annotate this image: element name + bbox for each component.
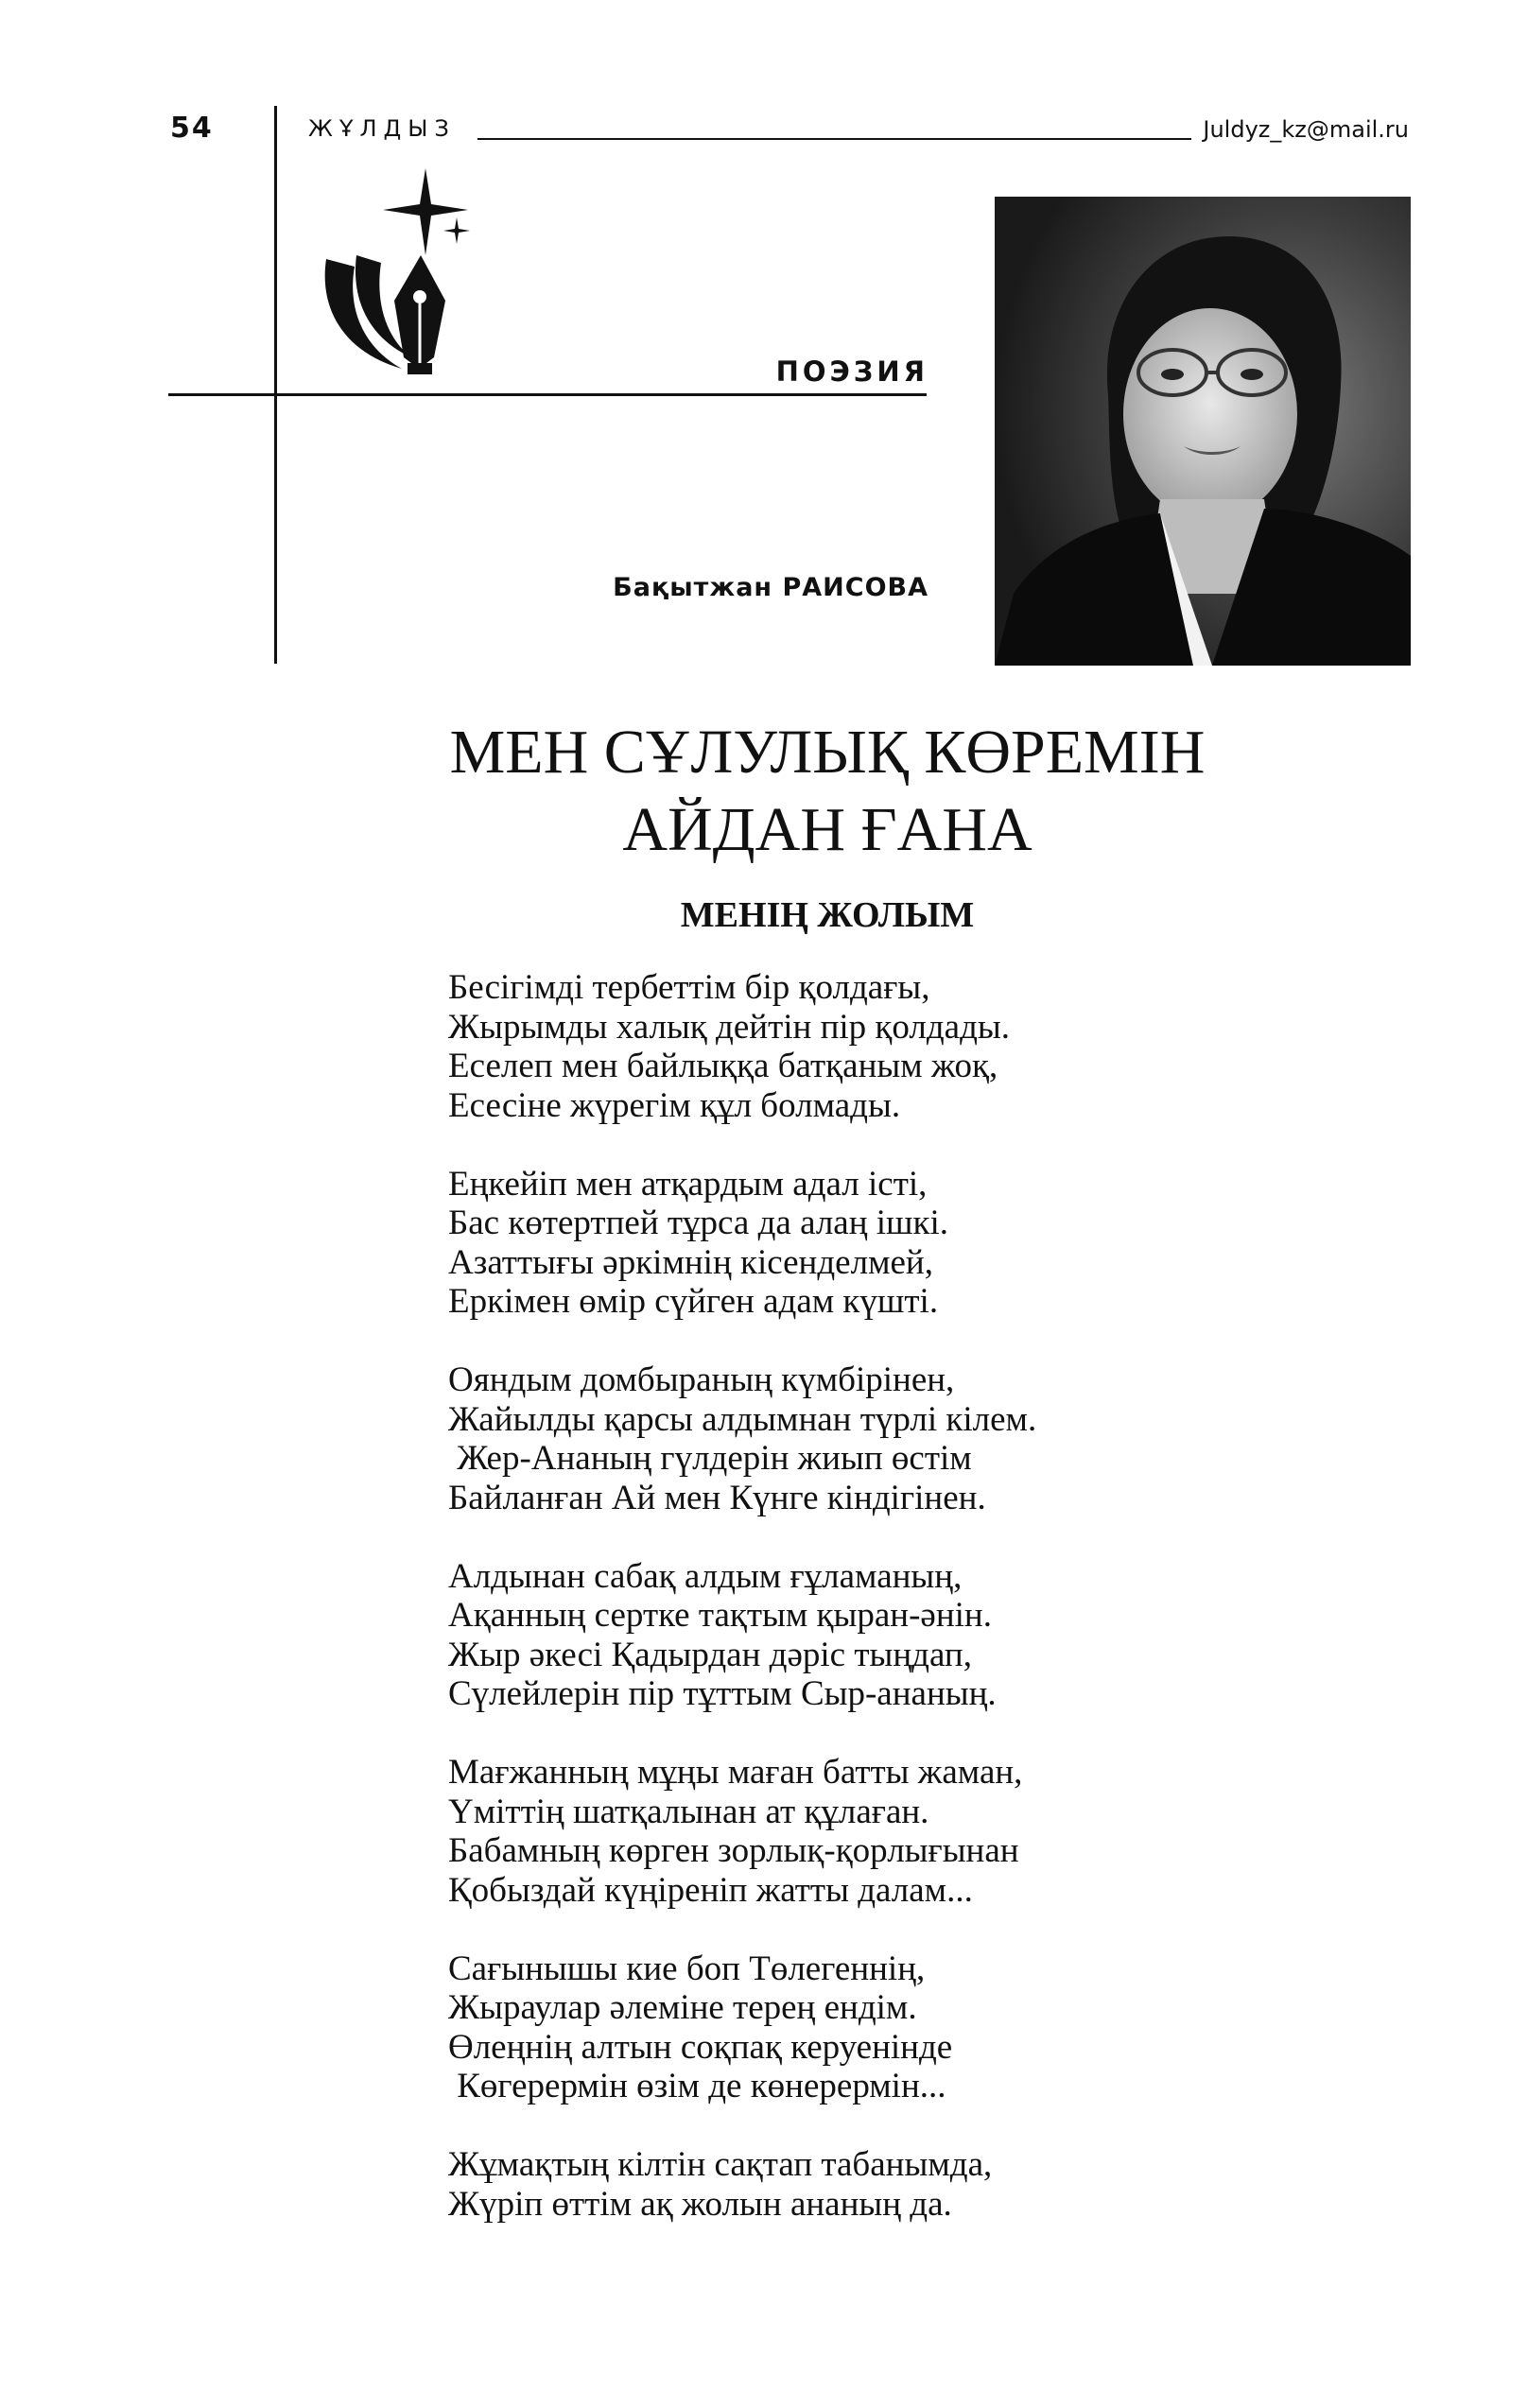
poem-line: Алдынан сабақ алдым ғұламаның, [448,1556,963,1596]
poem-line: Жүріп өттім ақ жолын ананың да. [448,2184,952,2224]
poem-line: Бабамның көрген зорлық-қорлығынан [448,1831,1019,1870]
poem-line: Ояндым домбыраның күмбірінен, [448,1360,955,1399]
poem-stanza [448,1360,1186,1517]
poem-line: Сүлейлерін пір тұттым Сыр-ананың. [448,1674,997,1713]
poem-line: Жер-Ананың гүлдерін жиып өстім [448,1439,972,1478]
journal-name: ЖҰЛДЫЗ [308,115,456,142]
poem-line: Өлеңнің алтын соқпақ керуенінде [448,2027,953,2067]
running-header [0,112,1527,149]
poem-stanza [448,1753,1186,1910]
poem-line: Есесіне жүрегім құл болмады. [448,1085,901,1125]
poem-stanza [448,968,1186,1125]
poem-body [448,968,1186,2224]
poem-line: Бесігімді тербеттім бір қолдағы, [448,968,930,1007]
page-number: 54 [170,112,214,145]
author-portrait [995,197,1411,666]
title-line-1: МЕН СҰЛУЛЫҚ КӨРЕМІН [449,718,1206,787]
journal-email: Juldyz_kz@mail.ru [1203,116,1409,143]
vertical-rule [274,106,277,664]
poem-line: Жұмақтың кілтін сақтап табанымда, [448,2145,993,2184]
poem-line: Еңкейіп мен атқардым адал істі, [448,1164,928,1204]
pen-nib-star-icon [317,168,477,378]
author-name: Бақытжан РАИСОВА [613,573,928,602]
poem-stanza [448,1557,1186,1714]
poem-stanza [448,2145,1186,2224]
poem-title: МЕНІҢ ЖОЛЫМ [680,895,975,935]
poem-stanza [448,1949,1186,2106]
poem-line: Еселеп мен байлыққа батқаным жоқ, [448,1047,998,1085]
header-rule [477,138,1191,140]
poem-line: Жырымды халық дейтін пір қолдады. [448,1007,1011,1047]
poem-line: Жыраулар әлеміне терең ендім. [448,1988,917,2027]
poem-line: Еркімен өмір сүйген адам күшті. [448,1282,939,1321]
horizontal-rule [168,393,927,396]
poem-line: Мағжанның мұңы маған батты жаман, [448,1753,1023,1792]
poem-line: Үміттің шатқалынан ат құлаған. [448,1792,929,1831]
poem-line: Байланған Ай мен Күнге кіндігінен. [448,1478,986,1517]
poem-line: Жайылды қарсы алдымнан түрлі кілем. [448,1399,1037,1439]
section-label: ПОЭЗИЯ [775,355,928,388]
poem-line: Көгерермін өзім де көнерермін... [448,2067,946,2105]
poem-stanza [448,1165,1186,1322]
poem-line: Азаттығы әркімнің кісенделмей, [448,1242,933,1282]
poem-line: Ақанның сертке тақтым қыран-әнін. [448,1596,992,1635]
poem-line: Жыр әкесі Қадырдан дәріс тыңдап, [448,1635,972,1674]
poem-line: Бас көтертпей тұрса да алаң ішкі. [448,1204,949,1242]
title-line-2: АЙДАН ҒАНА [622,795,1032,864]
poem-line: Қобыздай күңіреніп жатты далам... [448,1870,973,1910]
poem-line: Сағынышы кие боп Төлегеннің, [448,1949,926,1988]
article-title [397,714,1258,869]
